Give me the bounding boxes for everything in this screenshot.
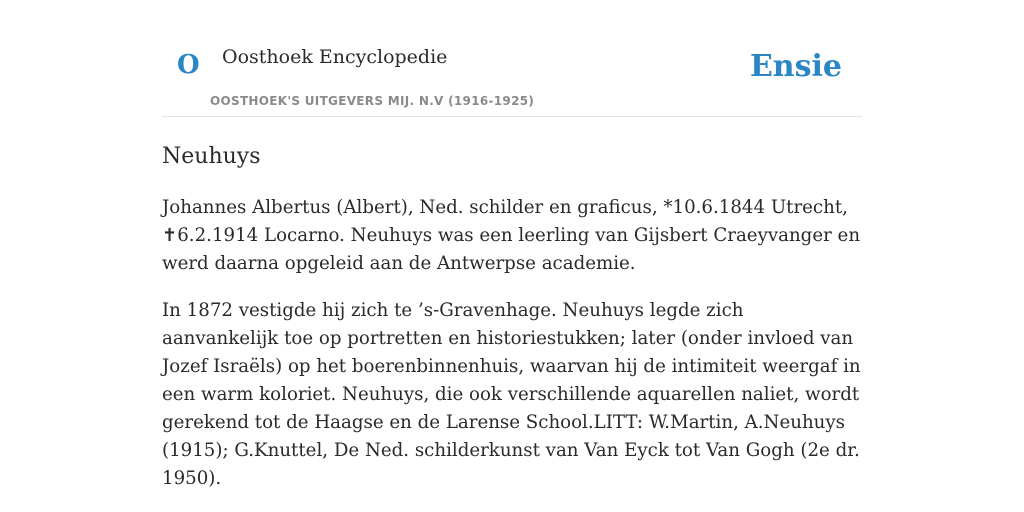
source-subtitle: OOSTHOEK'S UITGEVERS MIJ. N.V (1916-1925): [210, 94, 535, 108]
source-header: [162, 0, 862, 117]
page-container: [162, 0, 862, 493]
entry-paragraph: In 1872 vestigde hij zich te ’s-Gravenhage. Neuhuys legde zich aanvankelijk toe op portretten en historiestukken; later (onder invloed van Jozef Israëls) op het boerenbinnenhuis, waarvan hij de intimiteit weergaf in een warm koloriet. Neuhuys, die ook verschillende aquarellen naliet, wordt gerekend tot de Haagse en de Larense School.LITT: W.Martin, A.Neuhuys (1915); G.Knuttel, De Ned. schilderkunst van Van Eyck tot Van Gogh (2e dr. 1950).: [162, 299, 861, 489]
entry-title: Neuhuys: [162, 144, 261, 169]
entry-paragraph: Johannes Albertus (Albert), Ned. schilder en graficus, *10.6.1844 Utrecht, ✝6.2.1914 Locarno. Neuhuys was een leerling van Gijsbert Craeyvanger en werd daarna opgeleid aan de Antwerpse academie.: [162, 196, 861, 274]
source-title[interactable]: Oosthoek Encyclopedie: [222, 46, 448, 68]
brand-logo-link[interactable]: Ensie: [749, 49, 842, 84]
source-logo[interactable]: O: [177, 50, 200, 80]
